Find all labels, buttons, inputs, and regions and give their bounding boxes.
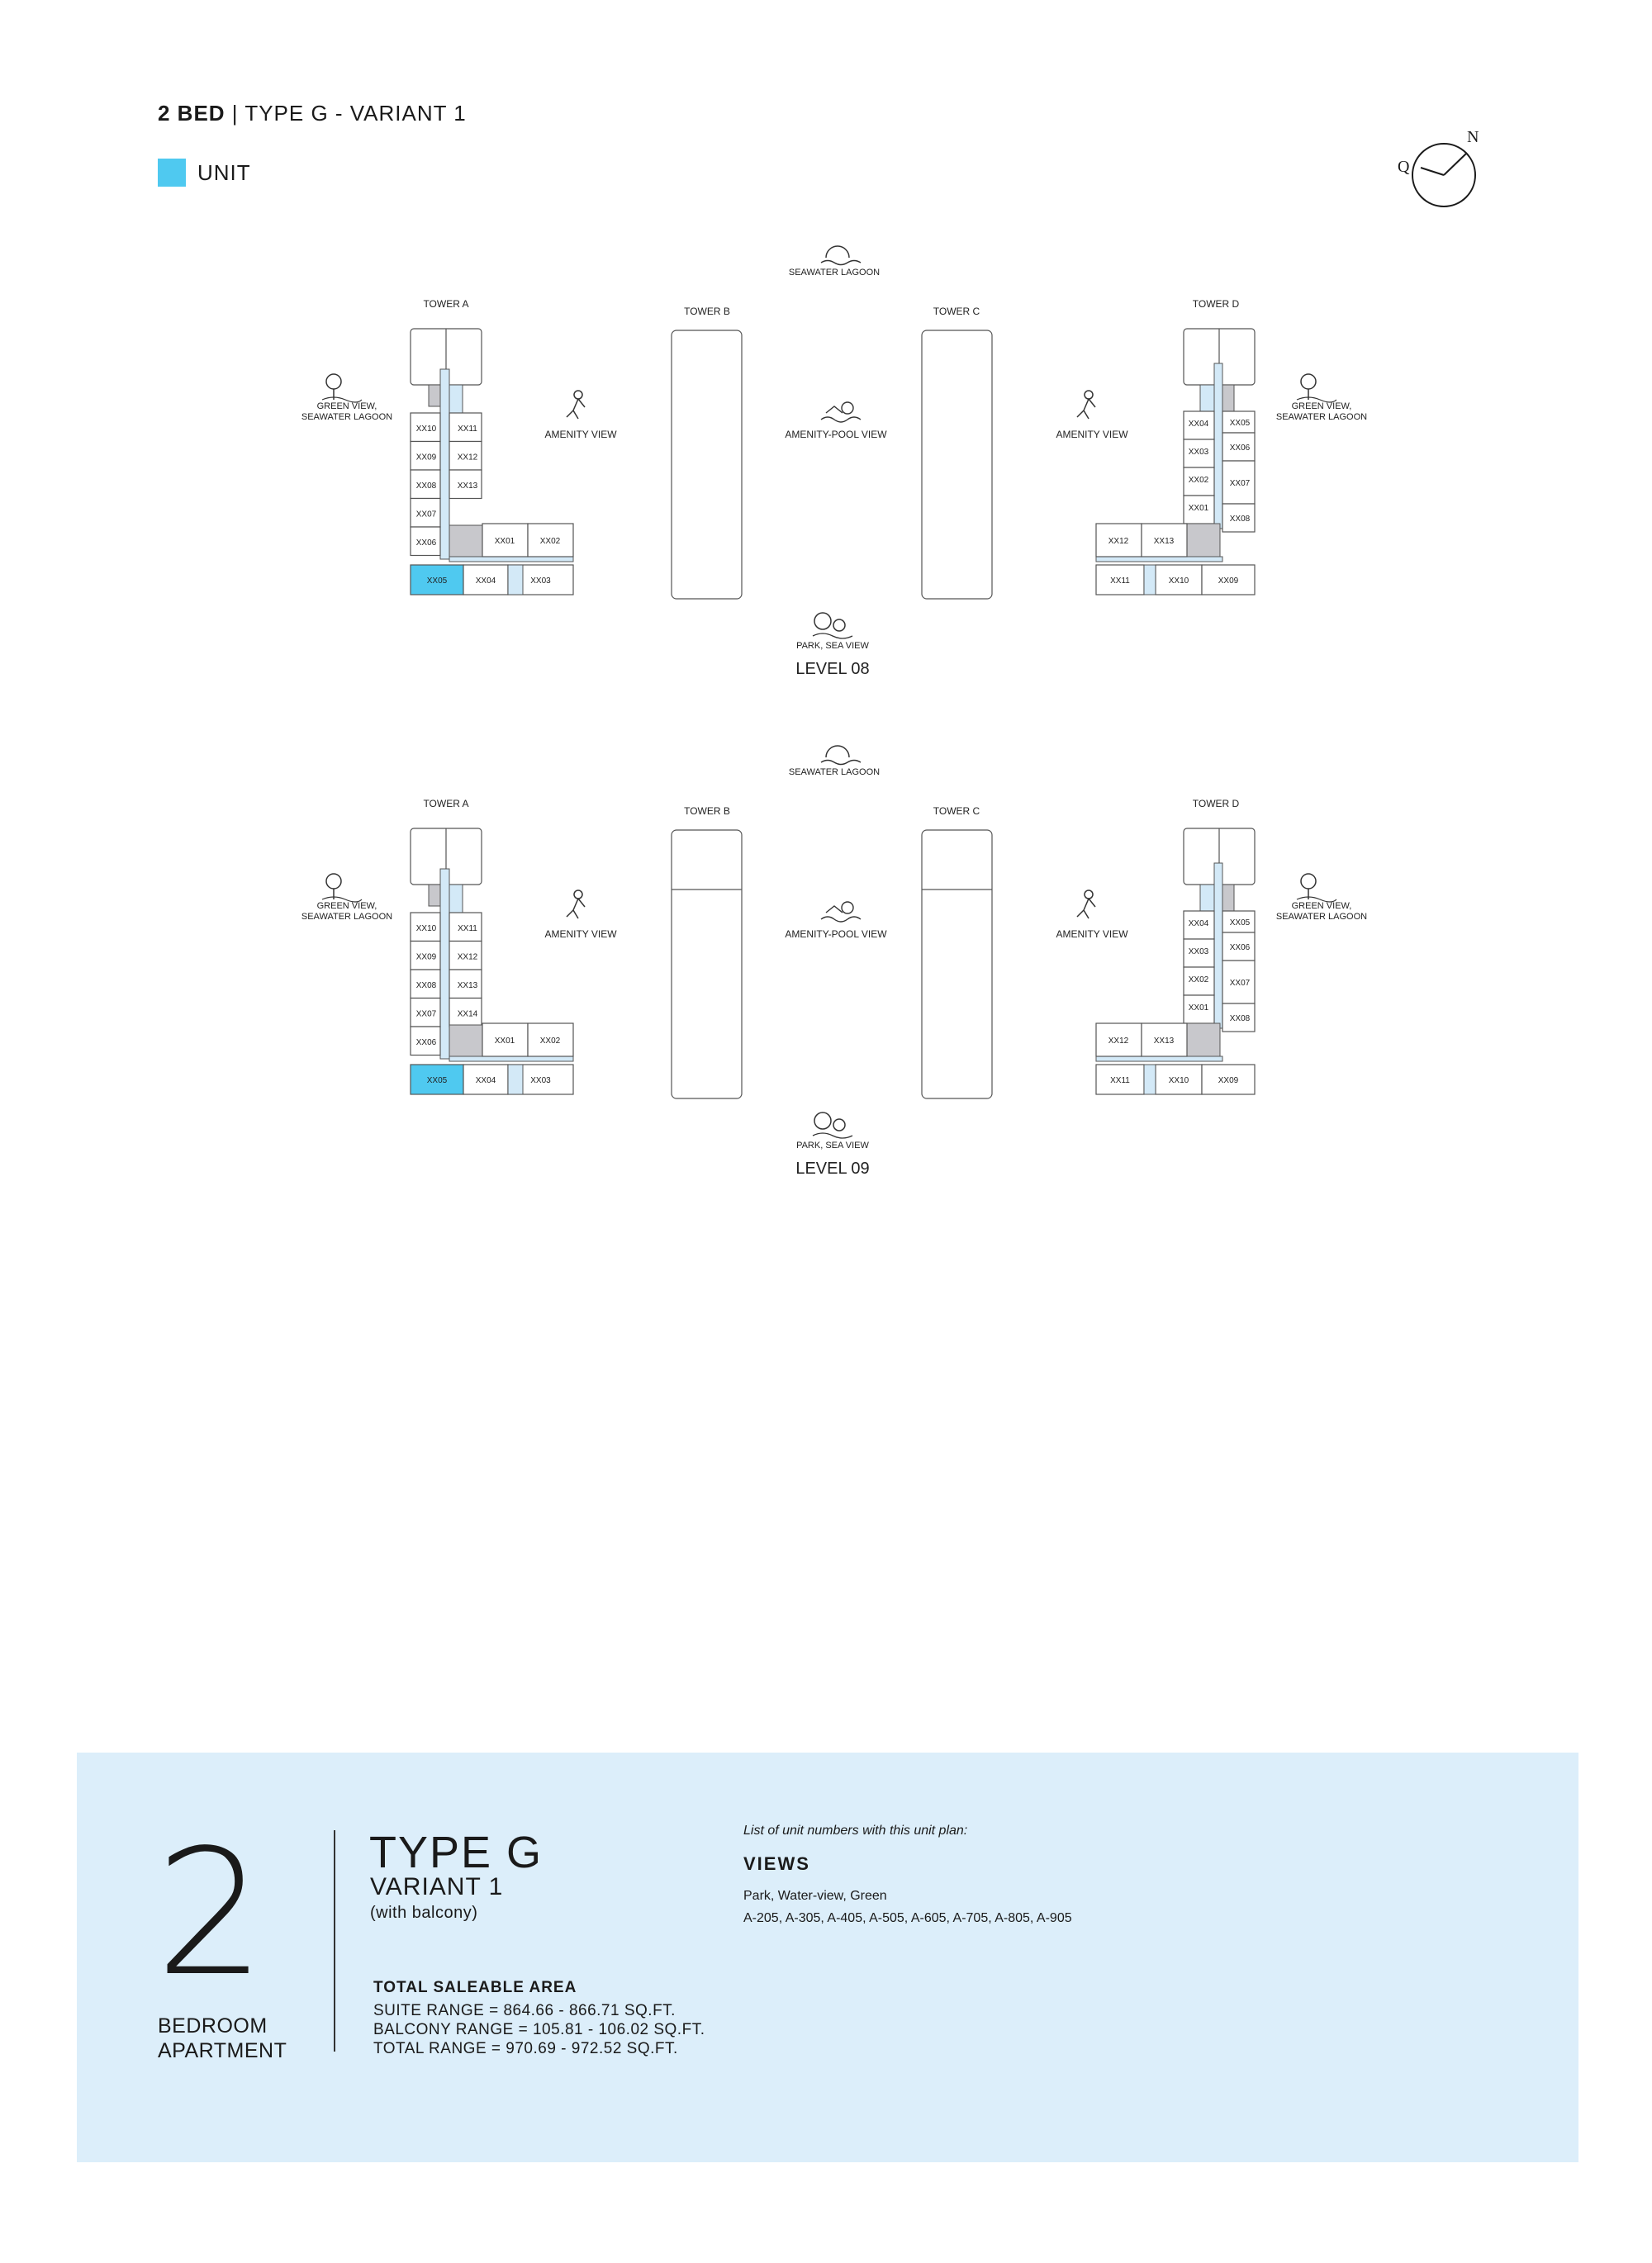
- unit-label: XX11: [458, 924, 477, 933]
- unit-label: XX12: [457, 453, 478, 463]
- corridor: [449, 557, 573, 562]
- amenity-view-icon: [567, 890, 585, 918]
- corridor: [1200, 885, 1214, 911]
- unit-label: XX10: [1168, 1076, 1189, 1085]
- area-heading: TOTAL SALEABLE AREA: [373, 1979, 577, 1996]
- balcony-note: (with balcony): [370, 1904, 478, 1922]
- bedroom-label-line2: APARTMENT: [158, 2039, 287, 2062]
- tower-d-label: TOWER D: [1192, 298, 1240, 310]
- unit-label: XX08: [415, 981, 437, 990]
- level-label: LEVEL 08: [795, 660, 870, 678]
- unit-label: XX06: [415, 1038, 437, 1047]
- compass-north-label: N: [1467, 128, 1479, 146]
- unit-label: XX02: [1188, 476, 1209, 485]
- unit-label: XX05: [426, 1076, 448, 1085]
- pool-view-icon: [821, 902, 861, 922]
- amenity-view-label: AMENITY VIEW: [544, 429, 617, 440]
- core: [1187, 524, 1220, 557]
- amenity-view-icon: [1077, 890, 1095, 918]
- views-text: Park, Water-view, Green: [743, 1889, 887, 1903]
- unit-type-title: TYPE G: [369, 1828, 544, 1877]
- tower-c-label: TOWER C: [933, 306, 980, 317]
- unit-label: XX04: [475, 1076, 496, 1085]
- green-view-label-line1: GREEN VIEW,: [1291, 401, 1352, 411]
- unit-label: XX07: [1229, 479, 1251, 488]
- green-view-icon: [322, 874, 362, 902]
- unit-label: XX13: [457, 981, 478, 990]
- unit-label: XX04: [1188, 919, 1209, 928]
- summary-divider: [334, 1830, 335, 2052]
- pool-view-label: AMENITY-POOL VIEW: [785, 429, 887, 440]
- core: [1187, 1023, 1220, 1056]
- corridor: [1096, 557, 1222, 562]
- unit-label: XX01: [494, 1037, 515, 1046]
- unit-label: XX11: [1110, 576, 1130, 586]
- unit-label: XX12: [1108, 537, 1129, 546]
- unit-label: XX01: [1188, 504, 1209, 513]
- green-view-label-line1: GREEN VIEW,: [316, 901, 377, 911]
- unit-label: XX14: [457, 1009, 478, 1019]
- tower-b-label: TOWER B: [684, 805, 730, 817]
- type-variant-label: TYPE G - VARIANT 1: [244, 101, 467, 126]
- green-view-icon: [322, 374, 362, 402]
- corridor: [440, 869, 449, 1059]
- unit-label: XX06: [1229, 943, 1251, 952]
- unit-label: XX07: [1229, 979, 1251, 988]
- unit-label: XX11: [458, 425, 477, 434]
- unit-label: XX06: [415, 538, 437, 548]
- views-heading: VIEWS: [743, 1853, 810, 1874]
- unit-label: XX02: [1188, 975, 1209, 984]
- tower-d-plan: [1096, 329, 1255, 595]
- tower-c-outline: [922, 330, 992, 599]
- level-plan-2: [301, 746, 1367, 1178]
- amenity-view-label: AMENITY VIEW: [1056, 429, 1128, 440]
- unit-legend-label: UNIT: [197, 159, 251, 185]
- unit-numbers: A-205, A-305, A-405, A-505, A-605, A-705, A-805, A-905: [743, 1911, 1072, 1925]
- unit-label: XX10: [415, 924, 437, 933]
- bedroom-count: 2: [155, 1812, 266, 2014]
- core: [1222, 885, 1234, 911]
- corridor: [1200, 385, 1214, 411]
- green-view-label-line2: SEAWATER LAGOON: [301, 912, 393, 922]
- amenity-view-icon: [1077, 391, 1095, 419]
- unit-label: XX13: [1153, 1037, 1175, 1046]
- lagoon-label: SEAWATER LAGOON: [788, 268, 881, 278]
- tower-d-label: TOWER D: [1192, 798, 1240, 809]
- unit-label: XX10: [415, 425, 437, 434]
- bedroom-label-line1: BEDROOM: [158, 2014, 268, 2038]
- tower-b-label: TOWER B: [684, 306, 730, 317]
- tower-a-plan: [411, 329, 573, 595]
- green-view-icon: [1297, 374, 1336, 402]
- unit-label: XX13: [457, 482, 478, 491]
- unit-label: XX03: [1188, 947, 1209, 956]
- unit-label: XX12: [457, 952, 478, 962]
- green-view-label-line2: SEAWATER LAGOON: [1275, 912, 1368, 922]
- tower-a-label: TOWER A: [423, 798, 469, 809]
- unit-label: XX03: [1188, 448, 1209, 457]
- core: [1222, 385, 1234, 411]
- corridor: [1144, 1065, 1156, 1094]
- unit-label: XX12: [1108, 1037, 1129, 1046]
- compass-q-label: Q: [1398, 158, 1410, 176]
- unit-label: XX08: [415, 482, 437, 491]
- unit-label: XX02: [539, 537, 561, 546]
- core: [449, 525, 482, 557]
- core: [429, 385, 440, 406]
- unit-variant: VARIANT 1: [370, 1873, 504, 1900]
- bedroom-label: [158, 2014, 287, 2063]
- unit-label: XX05: [426, 576, 448, 586]
- unit-label: XX06: [1229, 444, 1251, 453]
- unit-label: XX11: [1110, 1076, 1130, 1085]
- unit-label: XX05: [1229, 918, 1251, 927]
- unit-list-label: List of unit numbers with this unit plan:: [743, 1824, 968, 1838]
- amenity-view-icon: [567, 391, 585, 419]
- corridor: [1096, 1056, 1222, 1061]
- corridor: [1214, 363, 1222, 529]
- park-view-label: PARK, SEA VIEW: [796, 641, 869, 651]
- bed-label: 2 BED: [158, 101, 225, 126]
- green-view-label-line2: SEAWATER LAGOON: [1275, 412, 1368, 422]
- pool-view-icon: [821, 402, 861, 422]
- park-view-icon: [813, 1113, 852, 1138]
- tower-b-outline: [672, 830, 742, 1098]
- amenity-view-label: AMENITY VIEW: [1056, 928, 1128, 940]
- lagoon-label: SEAWATER LAGOON: [788, 767, 881, 777]
- core: [449, 1025, 482, 1056]
- corridor: [508, 565, 523, 595]
- corridor: [440, 369, 449, 559]
- unit-summary-panel: [77, 1753, 1578, 2162]
- corridor: [1214, 863, 1222, 1028]
- unit-label: XX13: [1153, 537, 1175, 546]
- tower-c-label: TOWER C: [933, 805, 980, 817]
- unit-label: XX03: [530, 1076, 551, 1085]
- green-view-label-line2: SEAWATER LAGOON: [301, 412, 393, 422]
- lagoon-icon: [821, 246, 861, 265]
- unit-label: XX03: [530, 576, 551, 586]
- core: [429, 885, 440, 906]
- green-view-label-line1: GREEN VIEW,: [1291, 901, 1352, 911]
- unit-label: XX07: [415, 510, 437, 519]
- corridor: [1144, 565, 1156, 595]
- park-view-label: PARK, SEA VIEW: [796, 1141, 869, 1150]
- unit-label: XX09: [1218, 576, 1239, 586]
- unit-label: XX08: [1229, 1014, 1251, 1023]
- unit-label: XX10: [1168, 576, 1189, 586]
- unit-label: XX04: [475, 576, 496, 586]
- level-plan-1: [301, 246, 1367, 678]
- tower-b-outline: [672, 330, 742, 599]
- unit-label: XX08: [1229, 515, 1251, 524]
- tower-a-plan: [411, 828, 573, 1094]
- balcony-range: BALCONY RANGE = 105.81 - 106.02 SQ.FT.: [373, 2021, 705, 2038]
- unit-label: XX04: [1188, 420, 1209, 429]
- suite-range: SUITE RANGE = 864.66 - 866.71 SQ.FT.: [373, 2002, 676, 2019]
- unit-label: XX01: [1188, 1003, 1209, 1013]
- green-view-icon: [1297, 874, 1336, 902]
- unit-label: XX09: [415, 952, 437, 962]
- total-range: TOTAL RANGE = 970.69 - 972.52 SQ.FT.: [373, 2040, 678, 2057]
- amenity-view-label: AMENITY VIEW: [544, 928, 617, 940]
- unit-label: XX05: [1229, 419, 1251, 428]
- lagoon-icon: [821, 746, 861, 765]
- tower-a-label: TOWER A: [423, 298, 469, 310]
- corridor: [508, 1065, 523, 1094]
- unit-label: XX09: [415, 453, 437, 463]
- green-view-label-line1: GREEN VIEW,: [316, 401, 377, 411]
- unit-label: XX01: [494, 537, 515, 546]
- header-separator: |: [225, 101, 245, 126]
- unit-label: XX02: [539, 1037, 561, 1046]
- level-label: LEVEL 09: [795, 1160, 870, 1178]
- pool-view-label: AMENITY-POOL VIEW: [785, 928, 887, 940]
- park-view-icon: [813, 613, 852, 638]
- unit-label: XX07: [415, 1009, 437, 1019]
- unit-label: XX09: [1218, 1076, 1239, 1085]
- tower-d-plan: [1096, 828, 1255, 1094]
- corridor: [449, 1056, 573, 1061]
- tower-c-outline: [922, 830, 992, 1098]
